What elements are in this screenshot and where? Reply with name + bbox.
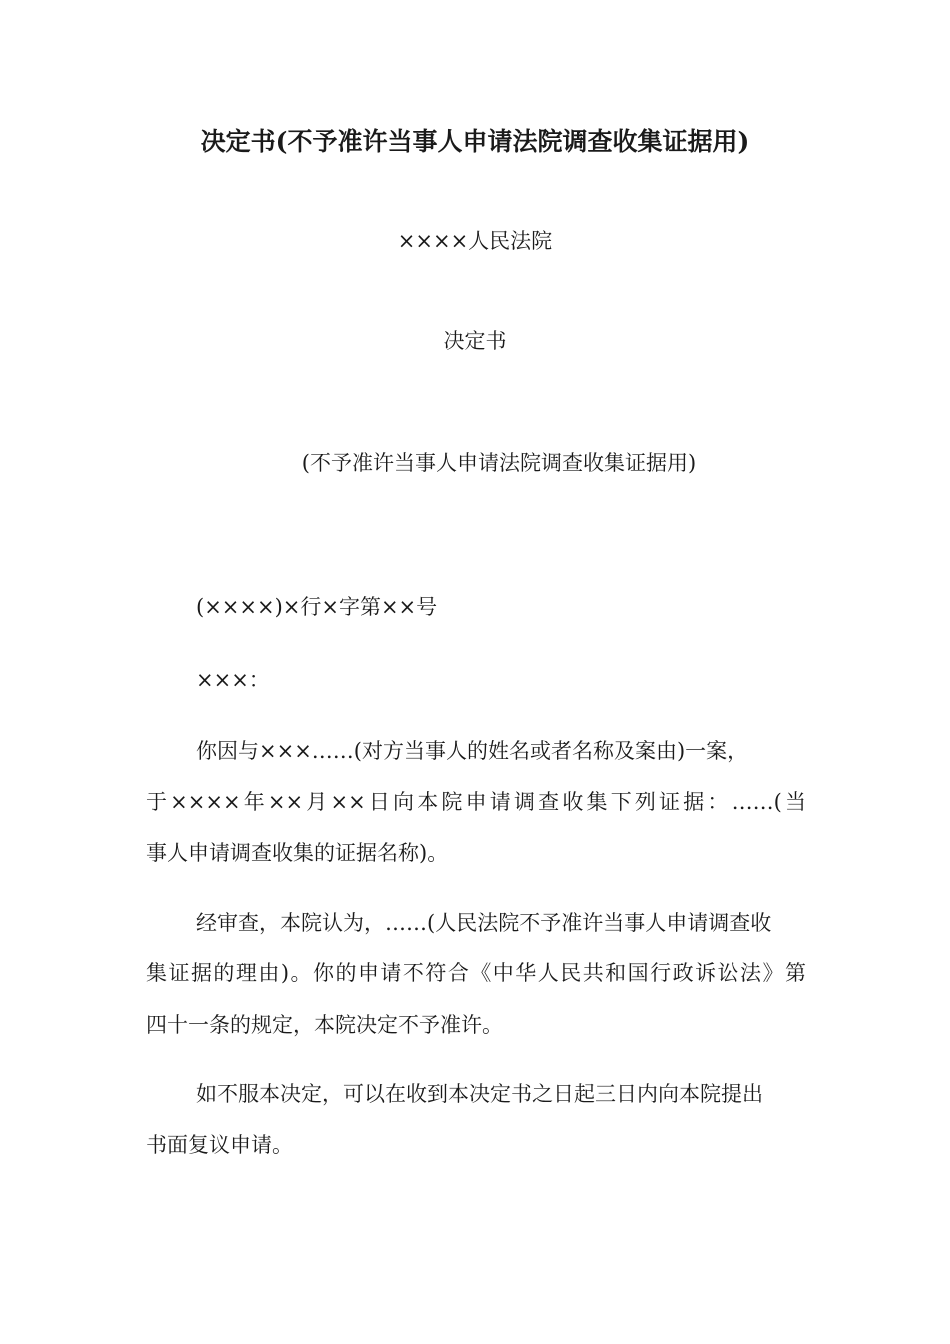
court-name: ××××人民法院: [397, 229, 553, 253]
document-subtitle: (不予准许当事人申请法院调查收集证据用): [301, 451, 697, 475]
paragraph-line: 如不服本决定，可以在收到本决定书之日起三日内向本院提出: [196, 1082, 763, 1106]
paragraph-line: 集证据的理由)。你的申请不符合《中华人民共和国行政诉讼法》第: [146, 961, 806, 985]
paragraph-line: 四十一条的规定，本院决定不予准许。: [146, 1013, 503, 1037]
paragraph-line: 事人申请调查收集的证据名称)。: [146, 841, 449, 865]
document-type: 决定书: [443, 329, 507, 353]
paragraph-line: 经审查，本院认为，……(人民法院不予准许当事人申请调查收: [196, 911, 772, 935]
paragraph-line: 你因与×××……(对方当事人的姓名或者名称及案由)一案，: [196, 739, 749, 763]
paragraph-line: 于××××年××月××日向本院申请调查收集下列证据：……(当: [146, 790, 806, 814]
paragraph-line: 书面复议申请。: [146, 1133, 293, 1157]
addressee: ×××：: [196, 668, 270, 692]
document-title: 决定书(不予准许当事人申请法院调查收集证据用): [200, 127, 750, 156]
case-number: (××××)×行×字第××号: [196, 595, 438, 619]
